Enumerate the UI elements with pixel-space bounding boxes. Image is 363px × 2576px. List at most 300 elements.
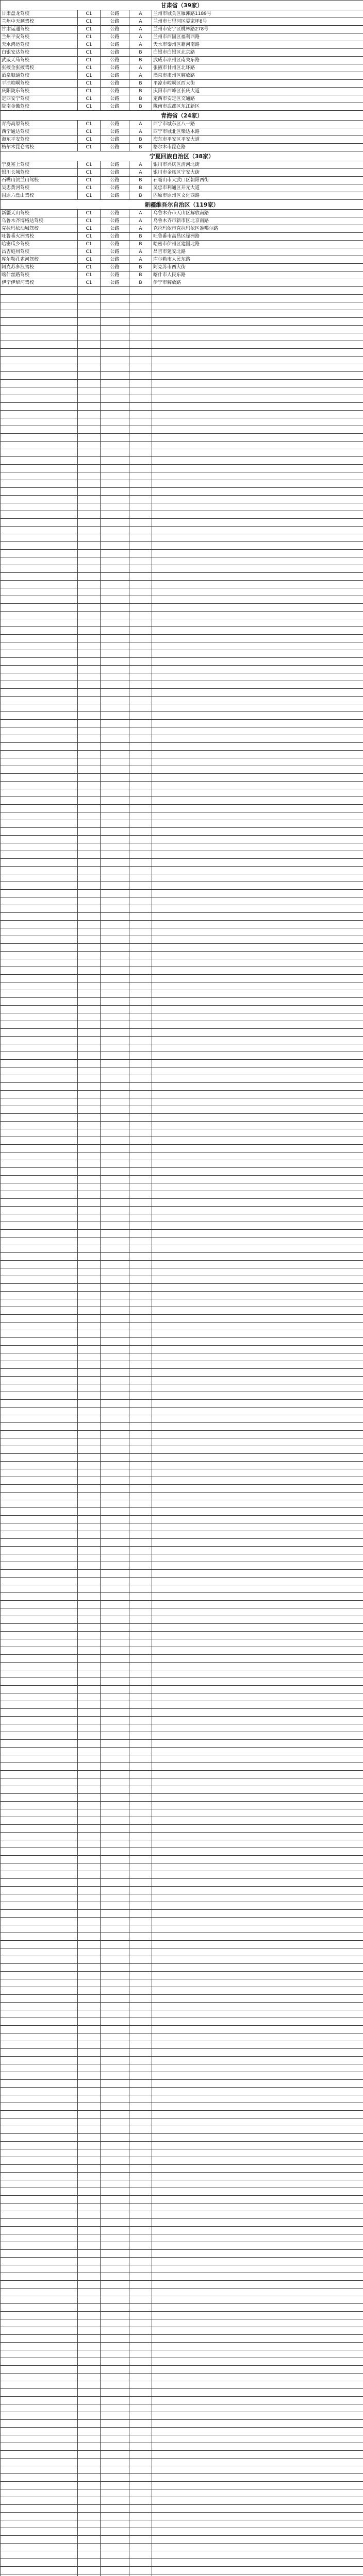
table-row xyxy=(1,1717,363,1724)
empty-cell xyxy=(101,480,129,488)
empty-cell xyxy=(101,1408,129,1415)
empty-cell xyxy=(101,357,129,364)
empty-cell xyxy=(152,2389,363,2397)
empty-cell xyxy=(78,1856,101,1863)
empty-cell xyxy=(78,2157,101,2165)
empty-cell xyxy=(101,712,129,720)
empty-cell xyxy=(101,952,129,959)
empty-cell xyxy=(152,2551,363,2559)
table-row xyxy=(1,1176,363,1183)
empty-cell xyxy=(78,310,101,318)
empty-cell xyxy=(129,1415,152,1423)
table-row xyxy=(1,882,363,890)
empty-cell xyxy=(101,496,129,503)
table-row xyxy=(1,581,363,588)
school-name-cell: 定西安宁驾校 xyxy=(1,95,78,103)
empty-cell xyxy=(1,1771,78,1778)
grade-cell: A xyxy=(129,128,152,136)
grade-cell: A xyxy=(129,161,152,169)
empty-cell xyxy=(78,2428,101,2435)
empty-cell xyxy=(152,604,363,612)
empty-cell xyxy=(101,727,129,735)
table-row xyxy=(1,2258,363,2265)
empty-cell xyxy=(78,2559,101,2567)
empty-cell xyxy=(78,697,101,704)
empty-cell xyxy=(1,944,78,952)
table-row xyxy=(1,774,363,782)
empty-cell xyxy=(129,1106,152,1114)
empty-cell xyxy=(152,403,363,411)
table-row xyxy=(1,1408,363,1415)
empty-cell xyxy=(101,1786,129,1794)
empty-cell xyxy=(101,2412,129,2420)
empty-cell xyxy=(129,743,152,751)
empty-cell xyxy=(1,959,78,967)
empty-cell xyxy=(1,1106,78,1114)
empty-cell xyxy=(1,1176,78,1183)
empty-cell xyxy=(129,681,152,689)
empty-cell xyxy=(78,1176,101,1183)
empty-cell xyxy=(1,928,78,936)
empty-cell xyxy=(152,1655,363,1663)
empty-cell xyxy=(1,2126,78,2134)
empty-cell xyxy=(78,1423,101,1431)
empty-cell xyxy=(152,2258,363,2265)
address-cell: 海东市平安区平安大道 xyxy=(152,136,363,144)
empty-cell xyxy=(101,2211,129,2219)
empty-cell xyxy=(1,403,78,411)
grade-cell: A xyxy=(129,210,152,217)
empty-cell xyxy=(101,2335,129,2343)
table-row xyxy=(1,2273,363,2281)
empty-cell xyxy=(129,1469,152,1477)
empty-cell xyxy=(129,2227,152,2234)
table-row xyxy=(1,2126,363,2134)
empty-cell xyxy=(78,1894,101,1902)
empty-cell xyxy=(78,982,101,990)
empty-cell xyxy=(101,704,129,712)
empty-cell xyxy=(78,557,101,565)
empty-cell xyxy=(78,2041,101,2049)
empty-cell xyxy=(1,2111,78,2119)
empty-cell xyxy=(1,2064,78,2072)
empty-cell xyxy=(101,2466,129,2474)
table-row xyxy=(1,1500,363,1508)
empty-cell xyxy=(101,1995,129,2003)
table-row xyxy=(1,2513,363,2520)
empty-cell xyxy=(129,1894,152,1902)
empty-cell xyxy=(101,1323,129,1330)
training-type-cell: 公路 xyxy=(101,72,129,80)
empty-cell xyxy=(129,1044,152,1052)
empty-cell xyxy=(1,1091,78,1098)
address-cell: 克拉玛依市克拉玛依区准噶尔路 xyxy=(152,225,363,233)
empty-cell xyxy=(101,1261,129,1268)
empty-cell xyxy=(152,1493,363,1500)
empty-cell xyxy=(101,1214,129,1222)
empty-cell xyxy=(129,1778,152,1786)
empty-cell xyxy=(101,1415,129,1423)
table-row xyxy=(1,952,363,959)
empty-cell xyxy=(78,789,101,797)
empty-cell xyxy=(152,2466,363,2474)
empty-cell xyxy=(78,1701,101,1709)
empty-cell xyxy=(1,1964,78,1972)
province-title: 甘肃省（39家） xyxy=(1,1,363,10)
empty-cell xyxy=(78,1160,101,1168)
empty-cell xyxy=(152,1624,363,1632)
empty-cell xyxy=(1,2319,78,2327)
empty-cell xyxy=(78,534,101,542)
empty-cell xyxy=(101,975,129,982)
empty-cell xyxy=(78,2057,101,2064)
empty-cell xyxy=(1,2088,78,2095)
empty-cell xyxy=(1,1052,78,1060)
empty-cell xyxy=(101,2033,129,2041)
table-row xyxy=(1,2412,363,2420)
license-type-cell: C1 xyxy=(78,217,101,225)
empty-cell xyxy=(78,782,101,789)
empty-cell xyxy=(1,1763,78,1771)
empty-cell xyxy=(1,596,78,604)
empty-cell xyxy=(129,2211,152,2219)
empty-cell xyxy=(152,1709,363,1717)
empty-cell xyxy=(101,890,129,897)
empty-cell xyxy=(101,1245,129,1253)
empty-cell xyxy=(129,534,152,542)
table-row xyxy=(1,1856,363,1863)
empty-cell xyxy=(78,341,101,349)
empty-cell xyxy=(129,1879,152,1887)
empty-cell xyxy=(101,2567,129,2574)
empty-cell xyxy=(78,1601,101,1608)
empty-cell xyxy=(1,442,78,449)
table-row xyxy=(1,1879,363,1887)
table-row xyxy=(1,959,363,967)
empty-cell xyxy=(129,1315,152,1323)
empty-cell xyxy=(152,1037,363,1044)
empty-cell xyxy=(78,1833,101,1840)
table-row xyxy=(1,1701,363,1709)
empty-cell xyxy=(1,982,78,990)
empty-cell xyxy=(1,1245,78,1253)
empty-cell xyxy=(101,2258,129,2265)
table-row xyxy=(1,411,363,418)
empty-cell xyxy=(152,1578,363,1585)
province-header-row xyxy=(1,1,363,10)
address-cell: 西宁市城东区八一路 xyxy=(152,121,363,128)
address-cell: 银川市兴庆区清河北街 xyxy=(152,161,363,169)
empty-cell xyxy=(78,712,101,720)
empty-cell xyxy=(1,2528,78,2536)
empty-cell xyxy=(129,2350,152,2358)
table-row xyxy=(1,2204,363,2211)
empty-cell xyxy=(152,1601,363,1608)
empty-cell xyxy=(78,2482,101,2489)
empty-cell xyxy=(101,1755,129,1763)
empty-cell xyxy=(152,820,363,828)
empty-cell xyxy=(152,2505,363,2513)
empty-cell xyxy=(129,1153,152,1160)
empty-cell xyxy=(101,928,129,936)
empty-cell xyxy=(152,2204,363,2211)
empty-cell xyxy=(152,2497,363,2505)
empty-cell xyxy=(101,1037,129,1044)
training-type-cell: 公路 xyxy=(101,217,129,225)
grade-cell: A xyxy=(129,41,152,49)
address-cell: 喀什市人民东路 xyxy=(152,272,363,279)
empty-cell xyxy=(129,496,152,503)
table-row xyxy=(1,95,363,103)
empty-cell xyxy=(129,1539,152,1547)
empty-cell xyxy=(101,1523,129,1531)
empty-cell xyxy=(1,2420,78,2428)
empty-cell xyxy=(78,1740,101,1748)
table-row xyxy=(1,2482,363,2489)
empty-cell xyxy=(101,310,129,318)
empty-cell xyxy=(78,1284,101,1292)
empty-cell xyxy=(152,333,363,341)
empty-cell xyxy=(152,2381,363,2389)
table-row xyxy=(1,1848,363,1856)
training-type-cell: 公路 xyxy=(101,49,129,57)
empty-cell xyxy=(129,2343,152,2350)
empty-cell xyxy=(78,2397,101,2404)
empty-cell xyxy=(78,2026,101,2033)
table-row xyxy=(1,2381,363,2389)
empty-cell xyxy=(1,1346,78,1353)
empty-cell xyxy=(1,1114,78,1122)
empty-cell xyxy=(1,1353,78,1361)
table-row xyxy=(1,2033,363,2041)
empty-cell xyxy=(129,2459,152,2466)
empty-cell xyxy=(152,1678,363,1686)
empty-cell xyxy=(1,380,78,387)
empty-cell xyxy=(152,2018,363,2026)
training-type-cell: 公路 xyxy=(101,18,129,26)
table-row xyxy=(1,10,363,18)
table-row xyxy=(1,88,363,95)
empty-cell xyxy=(1,1578,78,1585)
empty-cell xyxy=(152,1106,363,1114)
empty-cell xyxy=(129,1508,152,1516)
empty-cell xyxy=(129,1802,152,1809)
empty-cell xyxy=(78,681,101,689)
empty-cell xyxy=(1,527,78,534)
empty-cell xyxy=(78,1763,101,1771)
table-row xyxy=(1,1361,363,1369)
table-row xyxy=(1,1153,363,1160)
empty-cell xyxy=(152,1485,363,1493)
table-row xyxy=(1,1639,363,1647)
table-row xyxy=(1,480,363,488)
empty-cell xyxy=(78,411,101,418)
empty-cell xyxy=(1,1253,78,1261)
empty-cell xyxy=(1,1446,78,1454)
table-row xyxy=(1,534,363,542)
empty-cell xyxy=(129,851,152,859)
empty-cell xyxy=(101,1454,129,1462)
table-row xyxy=(1,64,363,72)
empty-cell xyxy=(101,1802,129,1809)
empty-cell xyxy=(129,1794,152,1802)
empty-cell xyxy=(78,1902,101,1910)
empty-cell xyxy=(1,2459,78,2466)
empty-cell xyxy=(78,2049,101,2057)
empty-cell xyxy=(129,287,152,295)
empty-cell xyxy=(1,797,78,805)
table-row xyxy=(1,225,363,233)
empty-cell xyxy=(78,2072,101,2080)
table-row xyxy=(1,1091,363,1098)
empty-cell xyxy=(152,2489,363,2497)
empty-cell xyxy=(101,1902,129,1910)
empty-cell xyxy=(101,426,129,434)
table-row xyxy=(1,897,363,905)
empty-cell xyxy=(101,1346,129,1353)
empty-cell xyxy=(129,936,152,944)
empty-cell xyxy=(129,1840,152,1848)
empty-cell xyxy=(1,1732,78,1740)
empty-cell xyxy=(101,673,129,681)
empty-cell xyxy=(152,1044,363,1052)
empty-cell xyxy=(1,1493,78,1500)
empty-cell xyxy=(129,2443,152,2451)
empty-cell xyxy=(152,534,363,542)
empty-cell xyxy=(101,1021,129,1029)
school-name-cell: 白银安达驾校 xyxy=(1,49,78,57)
empty-cell xyxy=(78,1871,101,1879)
table-row xyxy=(1,1748,363,1755)
license-type-cell: C1 xyxy=(78,248,101,256)
empty-cell xyxy=(152,689,363,697)
empty-cell xyxy=(152,959,363,967)
empty-cell xyxy=(129,403,152,411)
empty-cell xyxy=(1,805,78,812)
empty-cell xyxy=(78,2366,101,2374)
empty-cell xyxy=(1,557,78,565)
table-row xyxy=(1,2188,363,2196)
empty-cell xyxy=(78,897,101,905)
table-row xyxy=(1,496,363,503)
empty-cell xyxy=(101,1122,129,1129)
empty-cell xyxy=(1,673,78,681)
table-row xyxy=(1,287,363,295)
empty-cell xyxy=(129,1678,152,1686)
empty-cell xyxy=(1,1825,78,1833)
empty-cell xyxy=(78,1338,101,1346)
table-row xyxy=(1,735,363,743)
license-type-cell: C1 xyxy=(78,264,101,272)
empty-cell xyxy=(1,2103,78,2111)
empty-cell xyxy=(101,1183,129,1191)
empty-cell xyxy=(78,1098,101,1106)
empty-cell xyxy=(78,921,101,928)
empty-cell xyxy=(152,511,363,519)
empty-cell xyxy=(1,364,78,372)
empty-cell xyxy=(101,295,129,302)
empty-cell xyxy=(152,704,363,712)
empty-cell xyxy=(101,1887,129,1894)
empty-cell xyxy=(78,635,101,642)
table-row xyxy=(1,588,363,596)
empty-cell xyxy=(129,1276,152,1284)
empty-cell xyxy=(101,1500,129,1508)
empty-cell xyxy=(1,2374,78,2381)
empty-cell xyxy=(152,2227,363,2234)
empty-cell xyxy=(129,395,152,403)
empty-cell xyxy=(78,1547,101,1554)
school-name-cell: 新疆天山驾校 xyxy=(1,210,78,217)
empty-cell xyxy=(1,820,78,828)
address-cell: 格尔木市昆仑路 xyxy=(152,144,363,151)
empty-cell xyxy=(101,2374,129,2381)
table-row xyxy=(1,2064,363,2072)
empty-cell xyxy=(129,1995,152,2003)
empty-cell xyxy=(129,1261,152,1268)
empty-cell xyxy=(152,1415,363,1423)
table-row xyxy=(1,1369,363,1377)
license-type-cell: C1 xyxy=(78,103,101,111)
empty-cell xyxy=(1,542,78,550)
table-row xyxy=(1,1446,363,1454)
empty-cell xyxy=(101,1299,129,1307)
address-cell: 库尔勒市人民东路 xyxy=(152,256,363,264)
empty-cell xyxy=(1,2149,78,2157)
empty-cell xyxy=(129,380,152,387)
empty-cell xyxy=(78,1454,101,1462)
empty-cell xyxy=(129,1724,152,1732)
grade-cell: A xyxy=(129,248,152,256)
empty-cell xyxy=(152,295,363,302)
empty-cell xyxy=(1,1794,78,1802)
empty-cell xyxy=(101,2010,129,2018)
empty-cell xyxy=(78,797,101,805)
empty-cell xyxy=(152,1987,363,1995)
empty-cell xyxy=(101,843,129,851)
table-row xyxy=(1,1887,363,1894)
table-row xyxy=(1,890,363,897)
empty-cell xyxy=(152,1740,363,1748)
empty-cell xyxy=(78,843,101,851)
table-row xyxy=(1,144,363,151)
license-type-cell: C1 xyxy=(78,72,101,80)
empty-cell xyxy=(101,1361,129,1369)
license-type-cell: C1 xyxy=(78,18,101,26)
empty-cell xyxy=(101,1871,129,1879)
table-row xyxy=(1,1207,363,1214)
empty-cell xyxy=(1,2343,78,2350)
empty-cell xyxy=(129,411,152,418)
empty-cell xyxy=(101,287,129,295)
empty-cell xyxy=(101,1129,129,1137)
empty-cell xyxy=(78,1941,101,1948)
table-row xyxy=(1,758,363,766)
empty-cell xyxy=(129,2188,152,2196)
empty-cell xyxy=(152,1114,363,1122)
empty-cell xyxy=(152,1840,363,1848)
empty-cell xyxy=(152,2327,363,2335)
empty-cell xyxy=(101,867,129,874)
empty-cell xyxy=(1,2335,78,2343)
empty-cell xyxy=(129,503,152,511)
empty-cell xyxy=(101,627,129,635)
empty-cell xyxy=(101,1446,129,1454)
empty-cell xyxy=(152,542,363,550)
empty-cell xyxy=(1,2389,78,2397)
empty-cell xyxy=(101,2319,129,2327)
empty-cell xyxy=(78,457,101,465)
